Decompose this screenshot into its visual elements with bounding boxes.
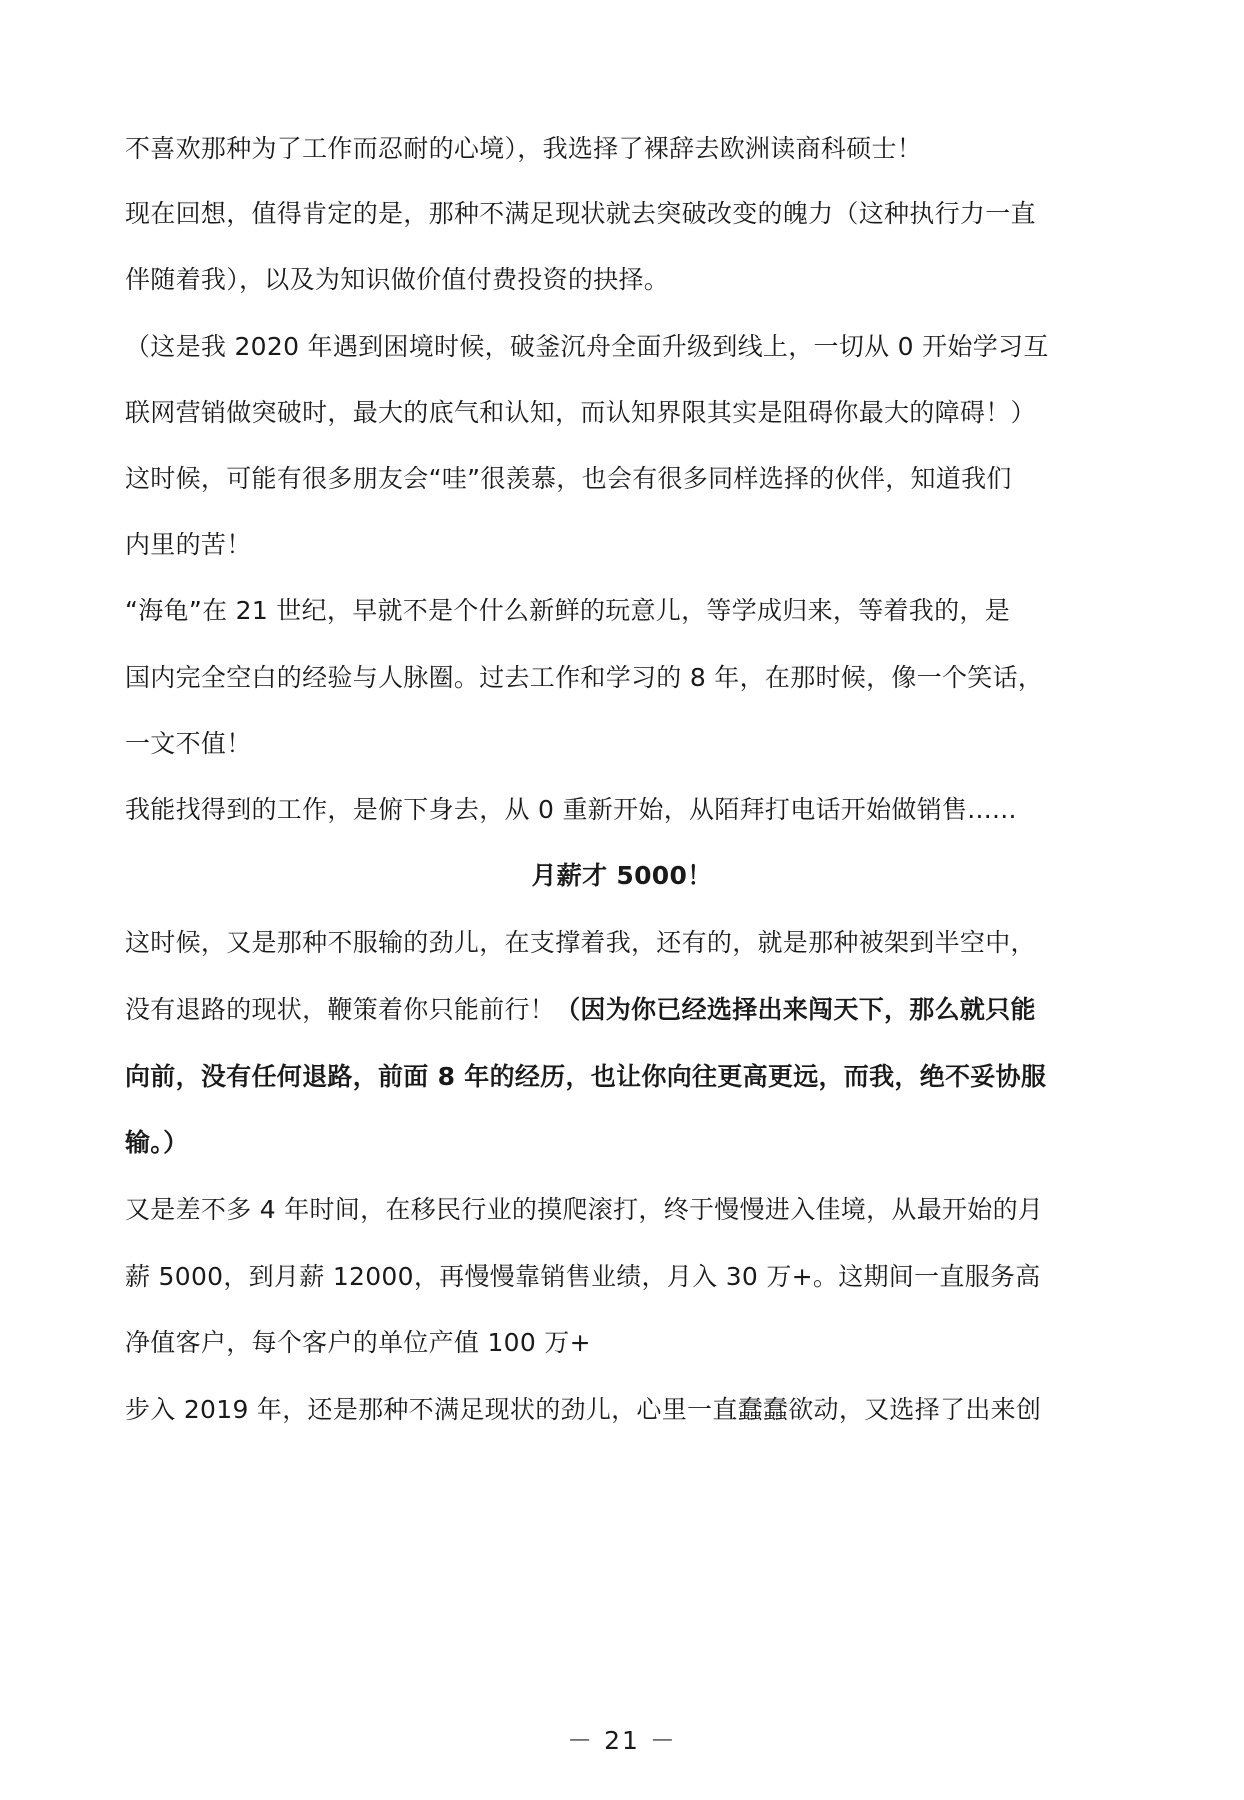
text-line-1: 不喜欢那种为了工作而忍耐的心境），我选择了裸辞去欧洲读商科硕士！ bbox=[125, 134, 923, 163]
text-line-13: 这时候，又是那种不服输的劲儿，在支撑着我，还有的，就是那种被架到半空中， bbox=[125, 928, 1036, 957]
text-line-7: 内里的苦！ bbox=[125, 530, 252, 559]
page-number: － 21 － bbox=[567, 1726, 677, 1755]
centered-heading: 月薪才 5000！ bbox=[531, 861, 713, 890]
text-line-14-bold: （因为你已经选择出来闯天下，那么就只能 bbox=[555, 995, 1036, 1024]
text-line-15: 向前，没有任何退路，前面 8 年的经历，也让你向往更高更远，而我，绝不妥协服 bbox=[125, 1062, 1047, 1091]
text-line-18: 薪 5000，到月薪 12000，再慢慢靠销售业绩，月入 30 万+。这期间一直服务高 bbox=[125, 1262, 1041, 1291]
text-line-20: 步入 2019 年，还是那种不满足现状的劲儿，心里一直蠢蠢欲动，又选择了出来创 bbox=[125, 1395, 1042, 1424]
text-line-8: “海龟”在 21 世纪，早就不是个什么新鲜的玩意儿，等学成归来，等着我的，是 bbox=[125, 596, 1011, 625]
text-line-5: 联网营销做突破时，最大的底气和认知，而认知界限其实是阻碍你最大的障碍！） bbox=[125, 398, 1036, 427]
text-line-2: 现在回想，值得肯定的是，那种不满足现状就去突破改变的魄力（这种执行力一直 bbox=[125, 199, 1036, 228]
text-line-14-normal: 没有退路的现状，鞭策着你只能前行！ bbox=[125, 995, 556, 1024]
text-line-6: 这时候，可能有很多朋友会“哇”很羡慕，也会有很多同样选择的伙伴，知道我们 bbox=[125, 464, 1012, 493]
text-line-17: 又是差不多 4 年时间，在移民行业的摸爬滚打，终于慢慢进入佳境，从最开始的月 bbox=[125, 1195, 1044, 1224]
text-line-16: 输。） bbox=[125, 1128, 189, 1157]
text-line-14 bbox=[125, 992, 1125, 1028]
text-line-9: 国内完全空白的经验与人脉圈。过去工作和学习的 8 年，在那时候，像一个笑话， bbox=[125, 663, 1044, 692]
text-line-11: 我能找得到的工作，是俯下身去，从 0 重新开始，从陌拜打电话开始做销售...... bbox=[125, 795, 1017, 824]
text-line-3: 伴随着我），以及为知识做价值付费投资的抉择。 bbox=[125, 265, 670, 294]
text-line-19: 净值客户，每个客户的单位产值 100 万+ bbox=[125, 1328, 591, 1357]
text-line-10: 一文不值！ bbox=[125, 729, 252, 758]
text-line-4: （这是我 2020 年遇到困境时候，破釜沉舟全面升级到线上，一切从 0 开始学习互 bbox=[125, 332, 1049, 361]
